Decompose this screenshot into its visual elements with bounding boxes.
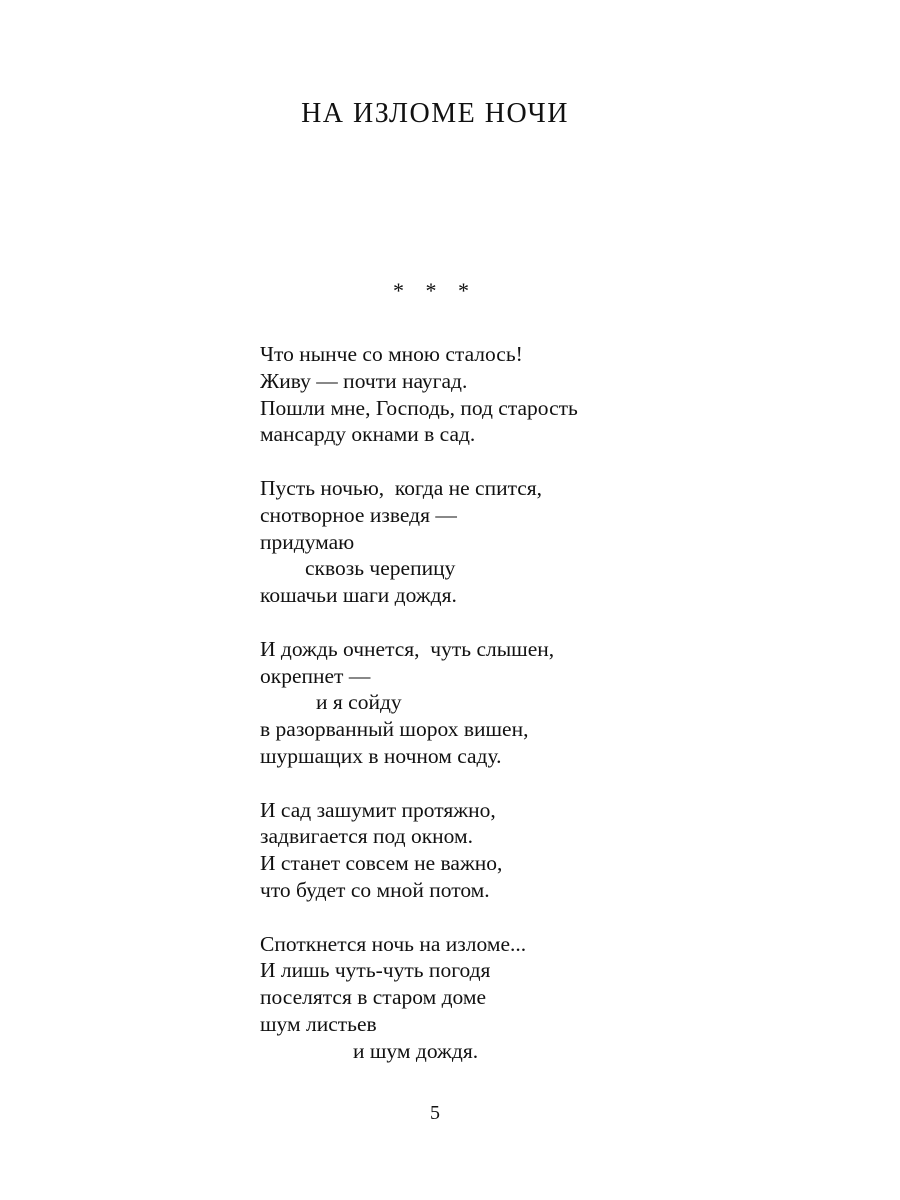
poem-line: кошачьи шаги дождя. (260, 583, 457, 608)
poem-line: Пошли мне, Господь, под старость (260, 395, 578, 420)
poem-title: НА ИЗЛОМЕ НОЧИ (301, 98, 569, 129)
poem-line: поселятся в старом доме (260, 985, 486, 1010)
stanza (260, 636, 578, 770)
poem-line: сквозь черепицу (305, 556, 456, 581)
poem-line: И лишь чуть-чуть погодя (260, 958, 491, 983)
poem-line: Живу — почти наугад. (260, 368, 468, 393)
poem-line: И сад зашумит протяжно, (260, 797, 496, 822)
poem-line: придумаю (260, 529, 355, 554)
poem-line: и я сойду (316, 690, 402, 715)
poem-line: снотворное изведя — (260, 502, 457, 527)
poem-line: Споткнется ночь на изломе... (260, 931, 527, 956)
poem-line: шуршащих в ночном саду. (260, 743, 502, 768)
stanza (260, 931, 578, 1065)
poem-body (260, 341, 578, 1065)
poem-line: и шум дождя. (353, 1038, 479, 1063)
poem-line: в разорванный шорох вишен, (260, 717, 529, 742)
section-separator: * * * (393, 278, 477, 303)
poem-line: И станет совсем не важно, (260, 851, 503, 876)
poem-line: шум листьев (260, 1011, 377, 1036)
page-number: 5 (430, 1102, 440, 1124)
stanza (260, 341, 578, 448)
poem-line: Пусть ночью, когда не спится, (260, 475, 543, 500)
poem-line: мансарду окнами в сад. (260, 422, 476, 447)
poem-line: Что нынче со мною сталось! (260, 342, 523, 366)
stanza (260, 797, 578, 904)
poem-line: что будет со мной потом. (260, 877, 490, 902)
poem-line: И дождь очнется, чуть слышен, (260, 636, 555, 661)
poem-line: окрепнет — (260, 663, 371, 688)
stanza (260, 475, 578, 609)
poem-line: задвигается под окном. (260, 824, 473, 849)
